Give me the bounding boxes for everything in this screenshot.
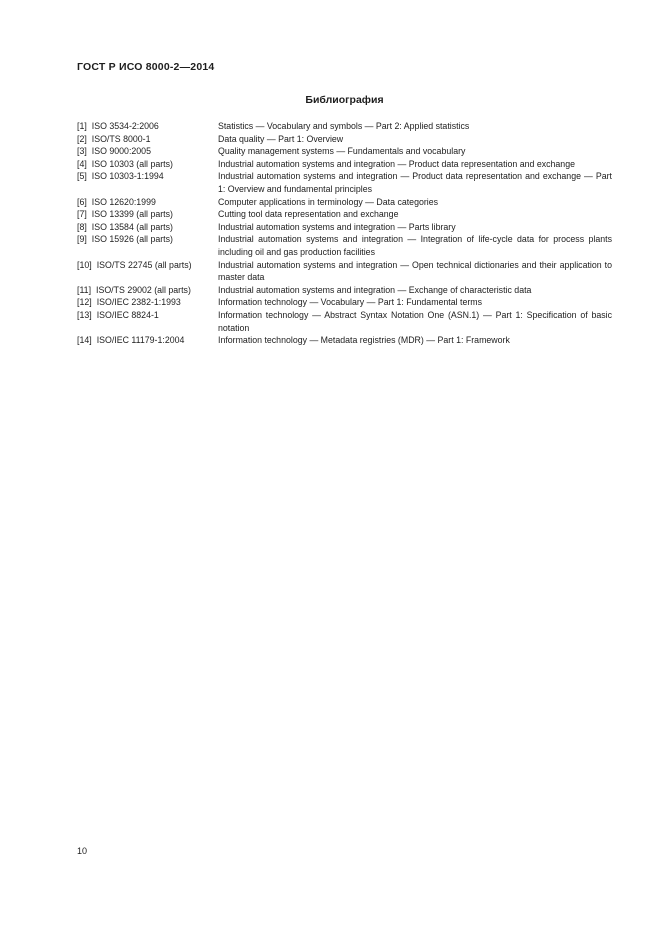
entry-designation: ISO 15926 (all parts) [91,234,173,245]
entry-reference-cell [77,309,218,322]
entry-designation: ISO 13399 (all parts) [91,209,173,220]
entry-ref-number: [11] [77,284,92,295]
entry-designation: ISO/IEC 8824-1 [96,309,159,320]
entry-designation: ISO/TS 8000-1 [91,133,151,144]
entry-reference-cell [77,158,218,171]
entry-ref-number: [9] [77,234,87,245]
bibliography-entry [77,120,612,133]
entry-designation: ISO/IEC 11179-1:2004 [96,335,185,346]
entry-reference-cell [77,233,218,246]
entry-description: Industrial automation systems and integration — Integration of life-cycle data for process plants including oil and gas production facilities [218,234,612,257]
entry-ref-number: [3] [77,146,87,157]
bibliography-entry [77,334,612,347]
bibliography-entry [77,296,612,309]
entry-description: Cutting tool data representation and exchange [218,209,399,220]
entry-description: Industrial automation systems and integration — Parts library [218,221,456,232]
bibliography-entry [77,284,612,297]
entry-ref-number: [6] [77,196,87,207]
entry-description: Industrial automation systems and integration — Open technical dictionaries and their application to master data [218,259,612,283]
entry-designation: ISO 13584 (all parts) [91,221,173,232]
entry-ref-number: [4] [77,158,87,169]
entry-description: Information technology — Vocabulary — Part 1: Fundamental terms [218,297,483,308]
entry-ref-number: [5] [77,171,87,182]
entry-description: Information technology — Metadata registries (MDR) — Part 1: Framework [218,335,510,346]
entry-ref-number: [14] [77,335,92,346]
entry-reference-cell [77,170,218,183]
entry-designation: ISO/TS 22745 (all parts) [96,259,192,270]
entry-description: Quality management systems — Fundamentals and vocabulary [218,146,466,157]
bibliography-entry [77,233,612,258]
bibliography-entry [77,158,612,171]
section-title: Библиография [305,94,384,106]
entry-ref-number: [10] [77,259,92,270]
entry-designation: ISO 10303 (all parts) [91,158,173,169]
entry-ref-number: [2] [77,133,87,144]
entry-description: Industrial automation systems and integration — Product data representation and exchange — Part 1: Overview and fundamental principles [218,171,612,194]
entry-description: Statistics — Vocabulary and symbols — Part 2: Applied statistics [218,121,470,131]
bibliography-entry [77,221,612,234]
bibliography-entry [77,170,612,195]
entry-ref-number: [8] [77,221,87,232]
bibliography-entry [77,145,612,158]
bibliography-entry [77,309,612,334]
entry-reference-cell [77,196,218,209]
entry-description: Computer applications in terminology — Data categories [218,196,439,207]
bibliography-entry [77,133,612,146]
bibliography-list [77,120,612,347]
entry-designation: ISO/IEC 2382-1:1993 [96,297,181,308]
bibliography-entry [77,259,612,284]
entry-reference-cell [77,133,218,146]
entry-designation: ISO/TS 29002 (all parts) [96,284,191,295]
page-number: 10 [77,846,88,856]
entry-description: Data quality — Part 1: Overview [218,133,344,144]
entry-reference-cell [77,284,218,297]
bibliography-entry [77,196,612,209]
entry-designation: ISO 12620:1999 [91,196,156,207]
entry-description: Information technology — Abstract Syntax Notation One (ASN.1) — Part 1: Specification of basic notation [218,309,612,333]
entry-ref-number: [1] [77,121,87,131]
entry-description: Industrial automation systems and integration — Exchange of characteristic data [218,284,532,295]
entry-designation: ISO 9000:2005 [91,146,151,157]
entry-reference-cell [77,208,218,221]
entry-ref-number: [13] [77,309,92,320]
entry-designation: ISO 3534-2:2006 [91,121,159,131]
entry-ref-number: [7] [77,209,87,220]
document-header: ГОСТ Р ИСО 8000-2—2014 [77,61,215,73]
entry-reference-cell [77,221,218,234]
entry-reference-cell [77,145,218,158]
entry-reference-cell [77,120,218,133]
entry-reference-cell [77,296,218,309]
bibliography-entry [77,208,612,221]
entry-description: Industrial automation systems and integration — Product data representation and exchange [218,158,575,169]
entry-reference-cell [77,259,218,272]
entry-ref-number: [12] [77,297,92,308]
entry-reference-cell [77,334,218,347]
entry-designation: ISO 10303-1:1994 [91,171,164,182]
